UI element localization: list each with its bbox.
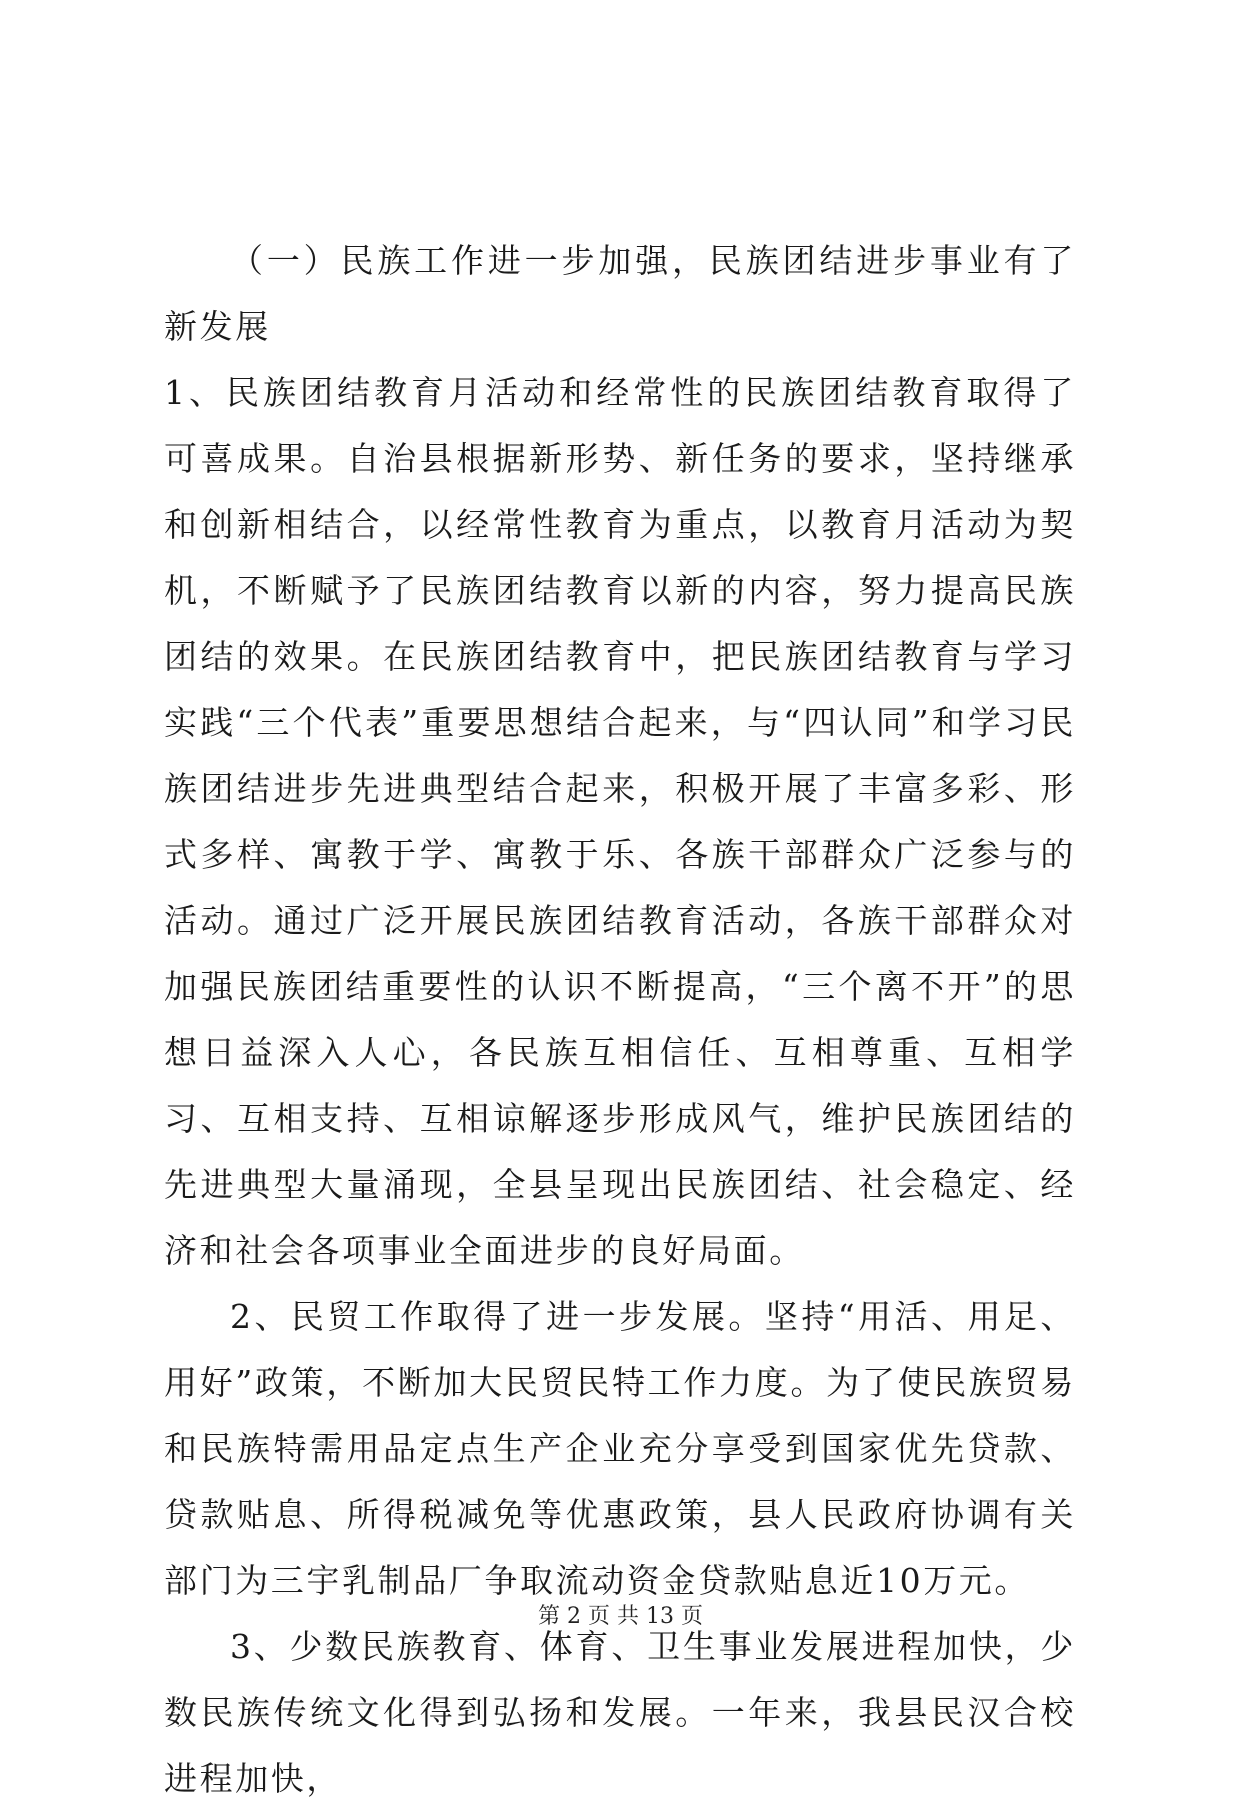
paragraph-3: 3、少数民族教育、体育、卫生事业发展进程加快，少数民族传统文化得到弘扬和发展。一年来，我县民汉合校进程加快， xyxy=(164,1627,1076,1798)
page-footer: 第 2 页 共 13 页 xyxy=(538,1604,703,1629)
paragraph-2: 2、民贸工作取得了进一步发展。坚持“用活、用足、用好”政策，不断加大民贸民特工作力度。为了使民族贸易和民族特需用品定点生产企业充分享受到国家优先贷款、贷款贴息、所得税减免等优惠政策，县人民政府协调有关部门为三宇乳制品厂争取流动资金贷款贴息近10万元。 xyxy=(164,1297,1076,1600)
body-text xyxy=(164,228,1076,1812)
section-heading: （一）民族工作进一步加强，民族团结进步事业有了新发展 xyxy=(164,241,1076,346)
paragraph-1: 1、民族团结教育月活动和经常性的民族团结教育取得了可喜成果。自治县根据新形势、新任务的要求，坚持继承和创新相结合，以经常性教育为重点，以教育月活动为契机，不断赋予了民族团结教育以新的内容，努力提高民族团结的效果。在民族团结教育中，把民族团结教育与学习实践“三个代表”重要思想结合起来，与“四认同”和学习民族团结进步先进典型结合起来，积极开展了丰富多彩、形式多样、寓教于学、寓教于乐、各族干部群众广泛参与的活动。通过广泛开展民族团结教育活动，各族干部群众对加强民族团结重要性的认识不断提高，“三个离不开”的思想日益深入人心，各民族互相信任、互相尊重、互相学习、互相支持、互相谅解逐步形成风气，维护民族团结的先进典型大量涌现，全县呈现出民族团结、社会稳定、经济和社会各项事业全面进步的良好局面。 xyxy=(164,373,1076,1270)
